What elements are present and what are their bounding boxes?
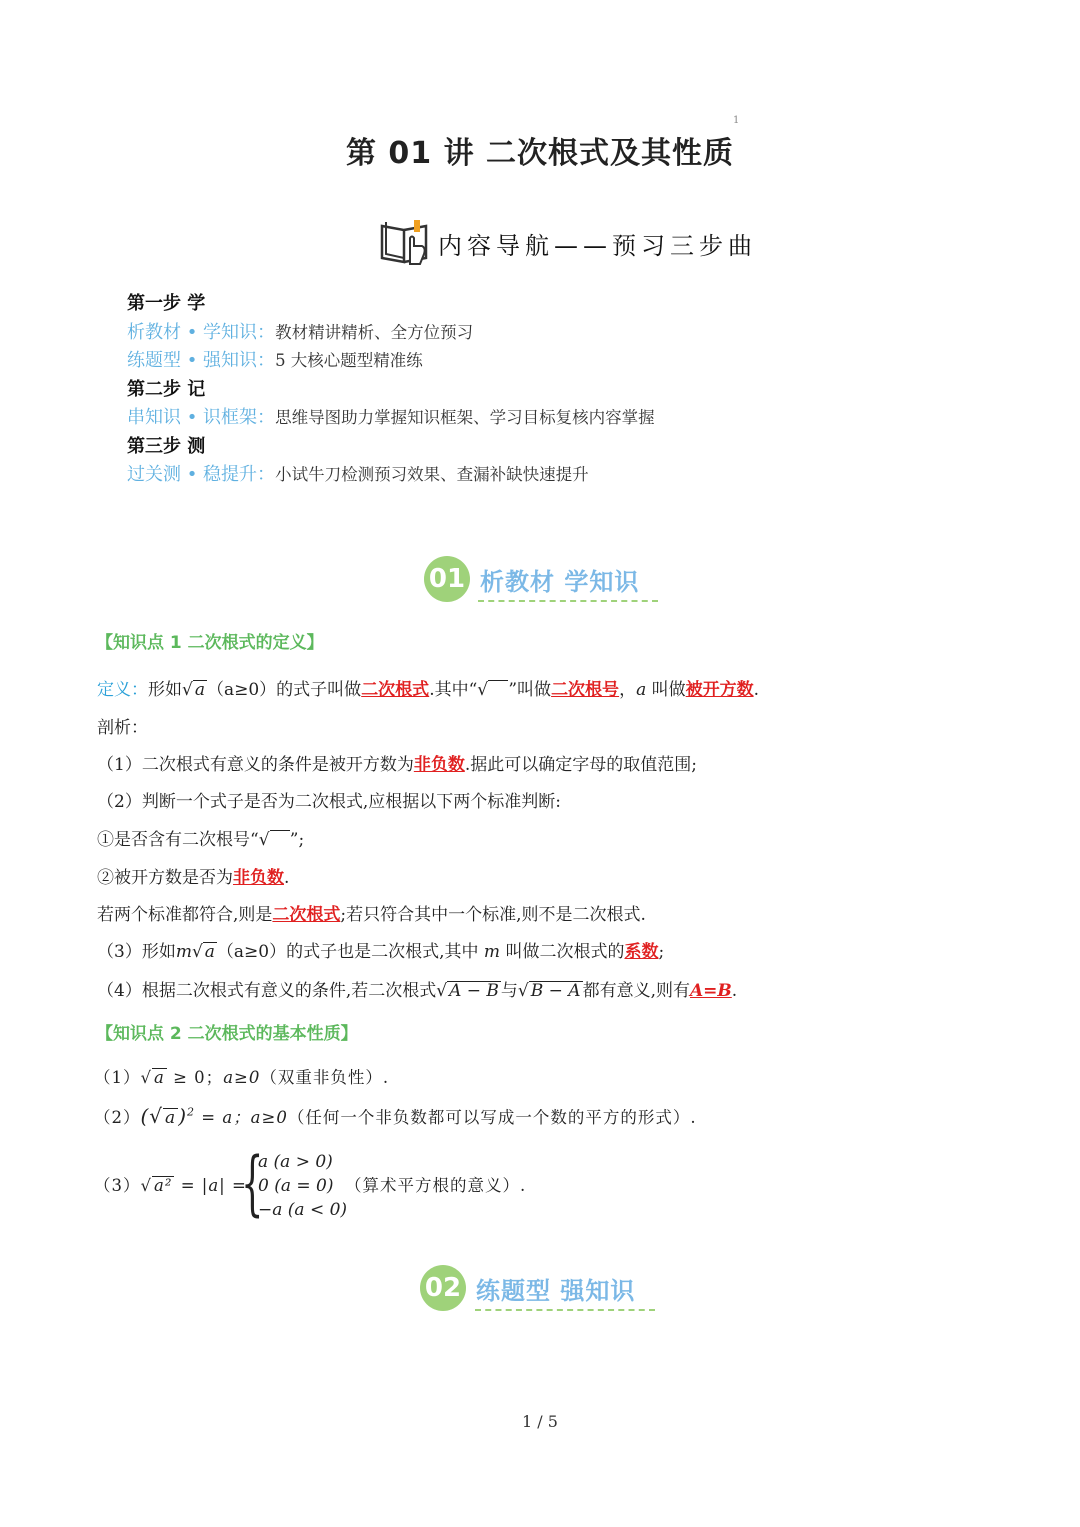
text: ; <box>658 942 665 962</box>
text: （1）二次根式有意义的条件是被开方数为 <box>97 755 414 775</box>
step-3-title: 第三步 测 <box>127 435 206 457</box>
section-02-header <box>420 1265 635 1311</box>
case-positive: a (a > 0) <box>258 1152 333 1172</box>
text: （4）根据二次根式有意义的条件,若二次根式 <box>97 981 437 1001</box>
criteria-conclusion <box>97 900 646 925</box>
nav-heading: 内容导航——预习三步曲 <box>438 231 757 260</box>
page-number: 1 / 5 <box>522 1412 558 1431</box>
text: （a≥0）的式子叫做 <box>206 680 362 700</box>
sqrt-a-expr: √ a <box>140 1068 165 1087</box>
property-3-note: （算术平方根的意义）. <box>345 1176 527 1195</box>
text: ”; <box>289 830 305 850</box>
text: ;若只符合其中一个标准,则不是二次根式. <box>340 905 646 925</box>
step-row-label: 析教材 • 学知识： <box>127 321 276 343</box>
definition-label: 定义： <box>97 680 148 700</box>
sqrt-b-minus-a: √ B − A <box>517 981 581 1001</box>
step-row-desc: 教材精讲精析、全方位预习 <box>275 322 474 342</box>
text: 与 <box>500 981 518 1001</box>
analysis-item-2: （2）判断一个式子是否为二次根式,应根据以下两个标准判断: <box>97 792 561 812</box>
sqrt-a-expr: √ a <box>182 680 205 700</box>
section-underline <box>475 1309 655 1311</box>
var-m: m <box>478 942 506 962</box>
text: 叫做 <box>646 680 686 700</box>
step-row-label: 练题型 • 强知识： <box>127 350 276 371</box>
term-nonneg: 非负数 <box>413 755 465 775</box>
radical-sign: √ <box>259 830 290 850</box>
text: .其中“ <box>429 680 478 700</box>
condition: a≥0 <box>250 1108 288 1127</box>
definition-line <box>97 675 759 700</box>
section-number-badge: 02 <box>420 1265 466 1311</box>
text: （双重非负性）. <box>260 1068 390 1087</box>
knowledge-point-2: 【知识点 2 二次根式的基本性质】 <box>96 1024 358 1044</box>
step-row-desc: 5 大核心题型精准练 <box>275 351 423 370</box>
text: ”叫做 <box>508 680 552 700</box>
var-a: a <box>636 680 647 700</box>
text: （3） <box>94 1176 141 1195</box>
section-number-badge: 01 <box>424 556 470 602</box>
analysis-item-4 <box>97 976 737 1001</box>
sqrt-a2-expr: √ a² <box>140 1176 173 1195</box>
step-row <box>127 404 655 433</box>
analysis-head: 剖析： <box>97 718 148 738</box>
step-row <box>127 319 655 348</box>
case-zero: 0 (a = 0) <box>258 1176 334 1196</box>
text: （1） <box>94 1068 141 1087</box>
step-2-title: 第二步 记 <box>127 378 206 400</box>
step-row-label: 过关测 • 稳提升： <box>127 464 276 485</box>
property-2 <box>94 1104 697 1128</box>
term-radical: 二次根式 <box>361 680 430 700</box>
section-title: 析教材 学知识 <box>480 567 640 596</box>
page-corner-mark: 1 <box>733 115 740 126</box>
criterion-2 <box>97 863 289 888</box>
section-underline <box>478 600 658 602</box>
book-hand-icon <box>378 218 434 268</box>
term-a-equals-b: A=B <box>689 981 732 1001</box>
condition: a≥0 <box>223 1068 261 1087</box>
analysis-item-1 <box>97 750 697 775</box>
term-radical: 二次根式 <box>272 905 341 925</box>
step-row-desc: 思维导图助力掌握知识框架、学习目标复核内容掌握 <box>275 408 655 427</box>
text: ， <box>619 680 637 700</box>
analysis-item-3 <box>97 937 664 962</box>
sqrt-a-squared: (√ a )$^2$ <box>140 1104 195 1128</box>
step-row-label: 串知识 • 识框架： <box>127 407 276 428</box>
text: （3）形如 <box>97 942 176 962</box>
text: = |a| = <box>174 1176 247 1195</box>
step-row <box>127 461 655 490</box>
text: 形如 <box>148 680 182 700</box>
text: = a； <box>195 1108 251 1127</box>
text: （2） <box>94 1108 141 1127</box>
term-coefficient: 系数 <box>624 942 659 962</box>
text: ①是否含有二次根号“ <box>97 830 259 850</box>
content-nav-header <box>378 218 757 268</box>
radical-sign: √ <box>477 680 508 700</box>
text: 若两个标准都符合,则是 <box>97 905 273 925</box>
criterion-1 <box>97 825 304 850</box>
text: （a≥0）的式子也是二次根式,其中 <box>216 942 479 962</box>
step-row-desc: 小试牛刀检测预习效果、查漏补缺快速提升 <box>275 465 589 484</box>
step-list <box>127 290 655 490</box>
section-01-header <box>424 556 639 602</box>
page-title: 第 01 讲 二次根式及其性质 <box>345 136 735 171</box>
text: . <box>731 981 738 1001</box>
step-row <box>127 347 655 376</box>
text: ≥ 0； <box>166 1068 224 1087</box>
term-radicand: 被开方数 <box>685 680 754 700</box>
step-1-title: 第一步 学 <box>127 293 206 314</box>
text: 叫做二次根式的 <box>505 942 625 962</box>
case-negative: −a (a < 0) <box>258 1200 348 1220</box>
text: .据此可以确定字母的取值范围; <box>464 755 697 775</box>
text: 都有意义,则有 <box>582 981 690 1001</box>
property-3-lead <box>94 1172 247 1196</box>
text: . <box>284 868 290 888</box>
text: ②被开方数是否为 <box>97 868 233 888</box>
section-title: 练题型 强知识 <box>476 1276 636 1305</box>
text: （任何一个非负数都可以写成一个数的平方的形式）. <box>287 1108 697 1127</box>
piecewise-cases <box>258 1150 347 1222</box>
property-1 <box>94 1064 389 1088</box>
term-nonneg: 非负数 <box>233 868 284 888</box>
text: . <box>753 680 760 700</box>
term-radical-sign: 二次根号 <box>551 680 620 700</box>
knowledge-point-1: 【知识点 1 二次根式的定义】 <box>96 633 324 653</box>
sqrt-a-minus-b: √ A − B <box>436 981 499 1001</box>
piecewise-brace: { <box>241 1142 264 1224</box>
m-sqrt-a-expr: m√ a <box>175 942 215 962</box>
